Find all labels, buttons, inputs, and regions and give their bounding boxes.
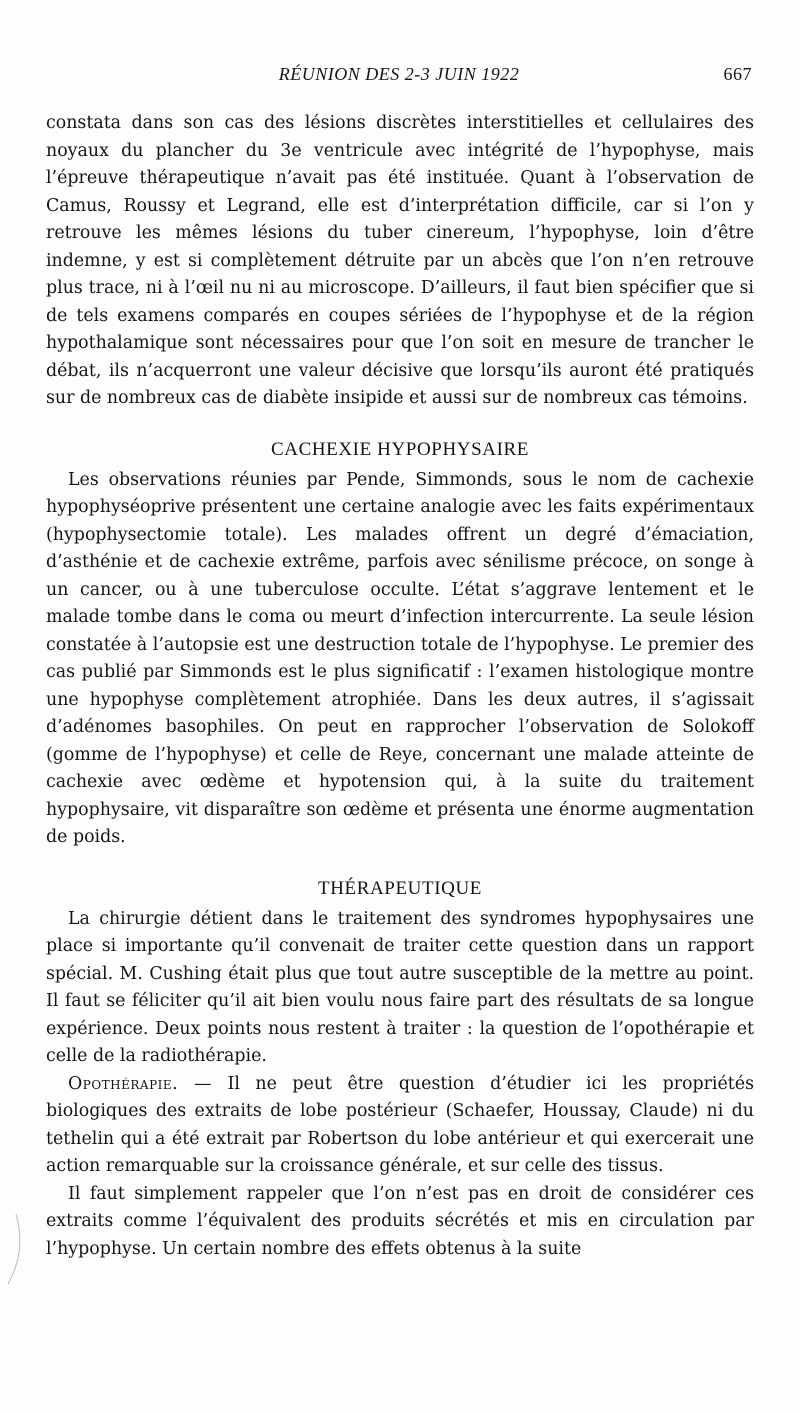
- run-in-heading-opotherapie: Opothérapie. —: [68, 1073, 213, 1094]
- paragraph-opotherapie-text: Il ne peut être question d’étudier ici les propriétés biologiques des extraits de lobe postérieur (Schaefer, Houssay, Claude) ni du tethelin qui a été extrait par Robertson du lobe antérieur et qui exercerait une action remarquable sur la croissance générale, et sur celle des tissus.: [46, 1073, 754, 1176]
- page-number: 667: [723, 64, 752, 84]
- paragraph-opotherapie: [46, 1071, 754, 1181]
- running-head-title: RÉUNION DES 2-3 JUIN 1922: [278, 64, 520, 84]
- margin-pencil-mark-icon: [2, 1210, 26, 1290]
- paragraph-cachexie: Les observations réunies par Pende, Simmonds, sous le nom de cachexie hypophyséoprive présentent une certaine analogie avec les faits expérimentaux (hypophysectomie totale). Les malades offrent un degré d’émaciation, d’asthénie et de cachexie extrême, parfois avec sénilisme précoce, on songe à un cancer, ou à une tuberculose occulte. L’état s’aggrave lentement et le malade tombe dans le coma ou meurt d’infection intercurrente. La seule lésion constatée à l’autopsie est une destruction totale de l’hypophyse. Le premier des cas publié par Simmonds est le plus significatif : l’examen histologique montre une hypophyse complètement atrophiée. Dans les deux autres, il s’agissait d’adénomes basophiles. On peut en rapprocher l’observation de Solokoff (gomme de l’hypophyse) et celle de Reye, concernant une malade atteinte de cachexie avec œdème et hypotension qui, à la suite du traitement hypophysaire, vit disparaître son œdème et présenta une énorme augmentation de poids.: [46, 469, 754, 847]
- paragraph-continuation: constata dans son cas des lésions discrètes interstitielles et cellulaires des noyaux du plancher du 3e ventricule avec intégrité de l’hypophyse, mais l’épreuve thérapeutique n’avait pas été instituée. Quant à l’observation de Camus, Roussy et Legrand, elle est d’interprétation difficile, car si l’on y retrouve les mêmes lésions du tuber cinereum, l’hypophyse, loin d’être indemne, y est si complètement détruite par un abcès que l’on n’en retrouve plus trace, ni à l’œil nu ni au microscope. D’ailleurs, il faut bien spécifier que si de tels examens comparés en coupes sériées de l’hypophyse et de la région hypothalamique sont nécessaires pour que l’on soit en mesure de trancher le débat, ils n’acquerront une valeur décisive que lorsqu’ils auront été pratiqués sur de nombreux cas de diabète insipide et aussi sur de nombreux cas témoins.: [46, 113, 754, 408]
- body-text: [46, 110, 754, 1263]
- section-heading-therapeutique: THÉRAPEUTIQUE: [317, 877, 482, 899]
- running-head: [46, 64, 752, 90]
- paragraph-extraits: Il faut simplement rappeler que l’on n’est pas en droit de considérer ces extraits comme l’équivalent des produits sécrétés et mis en circulation par l’hypophyse. Un certain nombre des effets obtenus à la suite: [46, 1183, 754, 1259]
- section-heading-cachexie: CACHEXIE HYPOPHYSAIRE: [270, 438, 530, 460]
- paragraph-therapeutique: La chirurgie détient dans le traitement des syndromes hypophysaires une place si importante qu’il convenait de traiter cette question dans un rapport spécial. M. Cushing était plus que tout autre susceptible de la mettre au point. Il faut se féliciter qu’il ait bien voulu nous faire part des résultats de sa longue expérience. Deux points nous restent à traiter : la question de l’opothérapie et celle de la radiothérapie.: [46, 908, 754, 1066]
